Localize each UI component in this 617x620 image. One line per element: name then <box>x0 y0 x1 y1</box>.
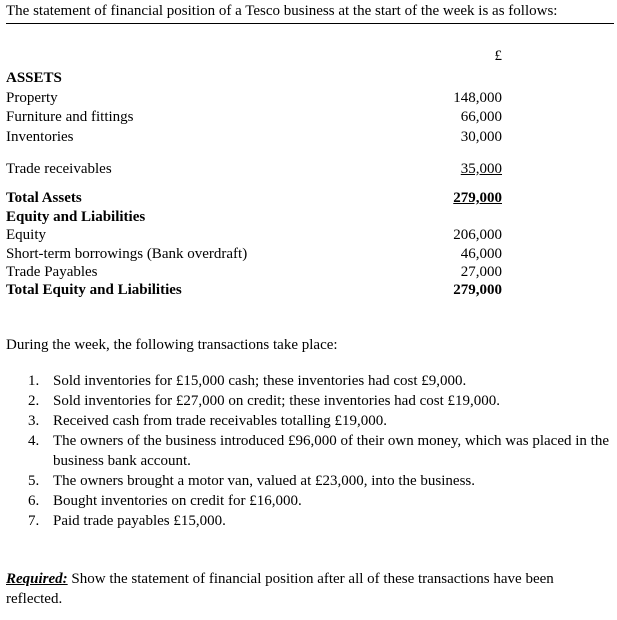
item-text: Bought inventories on credit for £16,000. <box>53 493 302 509</box>
row-label: Total Equity and Liabilities <box>6 282 182 298</box>
item-text: Paid trade payables £15,000. <box>53 513 226 529</box>
currency-header: £ <box>494 48 502 64</box>
item-number: 7. <box>28 513 40 529</box>
item-number: 3. <box>28 413 40 429</box>
list-item <box>28 411 613 431</box>
row-label: Inventories <box>6 129 74 145</box>
row-value: 279,000 <box>453 282 502 298</box>
row-value: 27,000 <box>460 264 502 280</box>
assets-heading: ASSETS <box>6 70 62 86</box>
intro-text: The statement of financial position of a Tesco business at the start of the week is as follows: <box>6 2 614 24</box>
row-label: Property <box>6 90 58 106</box>
row-value: 66,000 <box>460 109 502 125</box>
row-value: 206,000 <box>453 227 502 243</box>
eq-liab-heading: Equity and Liabilities <box>6 209 146 225</box>
item-number: 4. <box>28 433 40 449</box>
transactions-intro: During the week, the following transactions take place: <box>6 337 338 353</box>
row-label: Total Assets <box>6 190 82 206</box>
item-text: Sold inventories for £27,000 on credit; these inventories had cost £19,000. <box>53 393 501 409</box>
row-value: 148,000 <box>453 90 502 106</box>
item-number: 6. <box>28 493 40 509</box>
row-label: Trade Payables <box>6 264 98 280</box>
item-number: 2. <box>28 393 40 409</box>
item-number: 5. <box>28 473 40 489</box>
row-label: Furniture and fittings <box>6 109 134 125</box>
required-label: Required: <box>6 571 68 587</box>
item-text: The owners of the business introduced £96,000 of their own money, which was placed in the business bank account. <box>53 433 609 469</box>
row-value: 30,000 <box>460 129 502 145</box>
row-label: Short-term borrowings (Bank overdraft) <box>6 246 248 262</box>
row-value: 35,000 <box>460 161 502 177</box>
list-item <box>28 491 613 511</box>
row-label: Trade receivables <box>6 161 112 177</box>
transactions-list <box>28 371 613 531</box>
list-item <box>28 471 613 491</box>
row-value: 279,000 <box>453 190 502 206</box>
item-text: The owners brought a motor van, valued at £23,000, into the business. <box>53 473 476 489</box>
list-item <box>28 391 613 411</box>
row-value: 46,000 <box>460 246 502 262</box>
list-item <box>28 511 613 531</box>
item-text: Received cash from trade receivables totalling £19,000. <box>53 413 388 429</box>
list-item <box>28 431 613 471</box>
item-number: 1. <box>28 373 40 389</box>
required-paragraph <box>6 569 611 609</box>
required-text: Show the statement of financial position after all of these transactions have been reflected. <box>6 571 554 607</box>
list-item <box>28 371 613 391</box>
row-label: Equity <box>6 227 46 243</box>
item-text: Sold inventories for £15,000 cash; these inventories had cost £9,000. <box>53 373 467 389</box>
